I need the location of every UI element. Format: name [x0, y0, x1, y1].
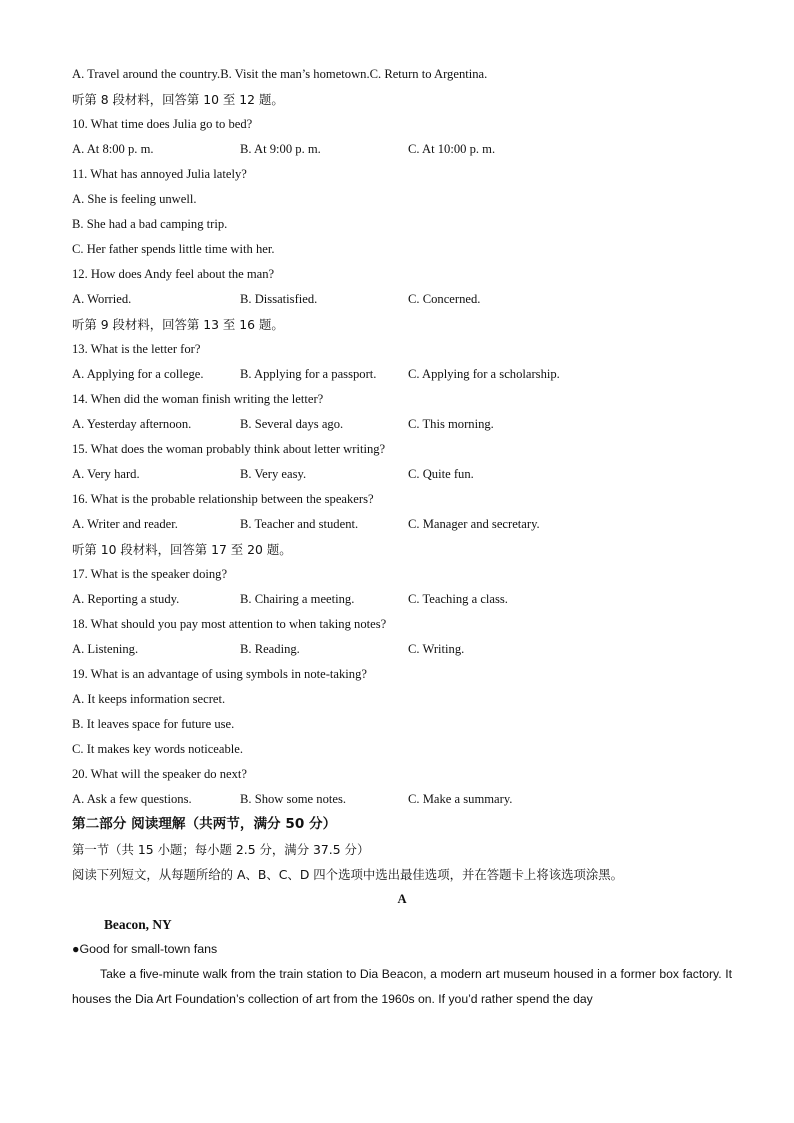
answer-option-c: C. Quite fun.: [408, 467, 474, 481]
question-line: A. She is feeling unwell.: [72, 192, 197, 206]
answer-option-b: B. Dissatisfied.: [240, 292, 318, 306]
answer-option-b: B. Applying for a passport.: [240, 367, 377, 381]
question-line: 12. How does Andy feel about the man?: [72, 267, 275, 281]
answer-option-a: A. Ask a few questions.: [72, 792, 192, 806]
answer-option-c: C. At 10:00 p. m.: [408, 142, 496, 156]
listening-instruction: 听第 8 段材料，回答第 10 至 12 题。: [72, 92, 284, 107]
answer-option-b: B. Chairing a meeting.: [240, 592, 355, 606]
answer-options-row: [72, 287, 732, 312]
question-line: B. It leaves space for future use.: [72, 717, 235, 731]
question-line: C. It makes key words noticeable.: [72, 742, 244, 756]
answer-option-a: A. Very hard.: [72, 467, 140, 481]
answer-option-c: C. Concerned.: [408, 292, 481, 306]
answer-option-a: A. Writer and reader.: [72, 517, 178, 531]
question-line: 11. What has annoyed Julia lately?: [72, 167, 247, 181]
question-line: 18. What should you pay most attention to when taking notes?: [72, 617, 387, 631]
answer-option-a: A. Listening.: [72, 642, 139, 656]
passage-letter: A: [397, 892, 407, 906]
answer-option-b: B. Reading.: [240, 642, 300, 656]
answer-options-row: [72, 587, 732, 612]
question-line: 16. What is the probable relationship between the speakers?: [72, 492, 374, 506]
answer-options-row: [72, 637, 732, 662]
question-line: C. Her father spends little time with her.: [72, 242, 275, 256]
question-line: 13. What is the letter for?: [72, 342, 201, 356]
question-line: 17. What is the speaker doing?: [72, 567, 228, 581]
question-line: 20. What will the speaker do next?: [72, 767, 247, 781]
answer-options-row: [72, 462, 732, 487]
exam-page: [72, 62, 732, 1012]
question-line: 10. What time does Julia go to bed?: [72, 117, 253, 131]
listening-instruction: 听第 9 段材料，回答第 13 至 16 题。: [72, 317, 284, 332]
answer-option-b: B. Show some notes.: [240, 792, 347, 806]
answer-option-b: B. Very easy.: [240, 467, 307, 481]
listening-instruction: 听第 10 段材料，回答第 17 至 20 题。: [72, 542, 292, 557]
answer-options-row: [72, 412, 732, 437]
answer-option-a: A. Worried.: [72, 292, 132, 306]
answer-option-b: B. Visit the man’s hometown.: [220, 67, 370, 81]
passage-paragraph: Take a five-minute walk from the train station to Dia Beacon, a modern art museum housed in a former box factory. It houses the Dia Art Foundation’s collection of art from the 1960s on. If you’d rather spend the day: [72, 967, 732, 1006]
answer-option-a: A. Yesterday afternoon.: [72, 417, 192, 431]
answer-option-c: C. Teaching a class.: [408, 592, 508, 606]
answer-options-row: [72, 137, 732, 162]
part2-title: 第二部分 阅读理解（共两节，满分 50 分）: [72, 816, 337, 832]
listening-section: [72, 62, 732, 812]
answer-option-b: B. At 9:00 p. m.: [240, 142, 321, 156]
question-line: B. She had a bad camping trip.: [72, 217, 228, 231]
answer-options-row: [72, 512, 732, 537]
question-line: A. It keeps information secret.: [72, 692, 226, 706]
passage-place-title: Beacon, NY: [104, 917, 172, 932]
answer-options-row: [72, 787, 732, 812]
answer-option-c: C. Manager and secretary.: [408, 517, 540, 531]
question-line: 19. What is an advantage of using symbols in note-taking?: [72, 667, 367, 681]
answer-options-row: [72, 362, 732, 387]
question-line: 14. When did the woman finish writing the letter?: [72, 392, 324, 406]
answer-option-c: C. Applying for a scholarship.: [408, 367, 560, 381]
question-line: 15. What does the woman probably think about letter writing?: [72, 442, 386, 456]
answer-option-b: B. Several days ago.: [240, 417, 344, 431]
answer-option-a: A. Travel around the country.: [72, 67, 221, 81]
answer-option-c: C. Writing.: [408, 642, 465, 656]
answer-option-b: B. Teacher and student.: [240, 517, 359, 531]
answer-option-a: A. Reporting a study.: [72, 592, 180, 606]
reading-instruction: 阅读下列短文，从每题所给的 A、B、C、D 四个选项中选出最佳选项，并在答题卡上将该选项涂黑。: [72, 867, 624, 882]
answer-option-a: A. At 8:00 p. m.: [72, 142, 154, 156]
passage-bullet: ●Good for small-town fans: [72, 942, 218, 956]
section1-heading: 第一节（共 15 小题；每小题 2.5 分，满分 37.5 分）: [72, 842, 370, 857]
answer-option-c: C. Return to Argentina.: [369, 67, 488, 81]
answer-option-c: C. This morning.: [408, 417, 494, 431]
answer-options-row: [72, 62, 732, 87]
answer-option-a: A. Applying for a college.: [72, 367, 204, 381]
answer-option-c: C. Make a summary.: [408, 792, 513, 806]
